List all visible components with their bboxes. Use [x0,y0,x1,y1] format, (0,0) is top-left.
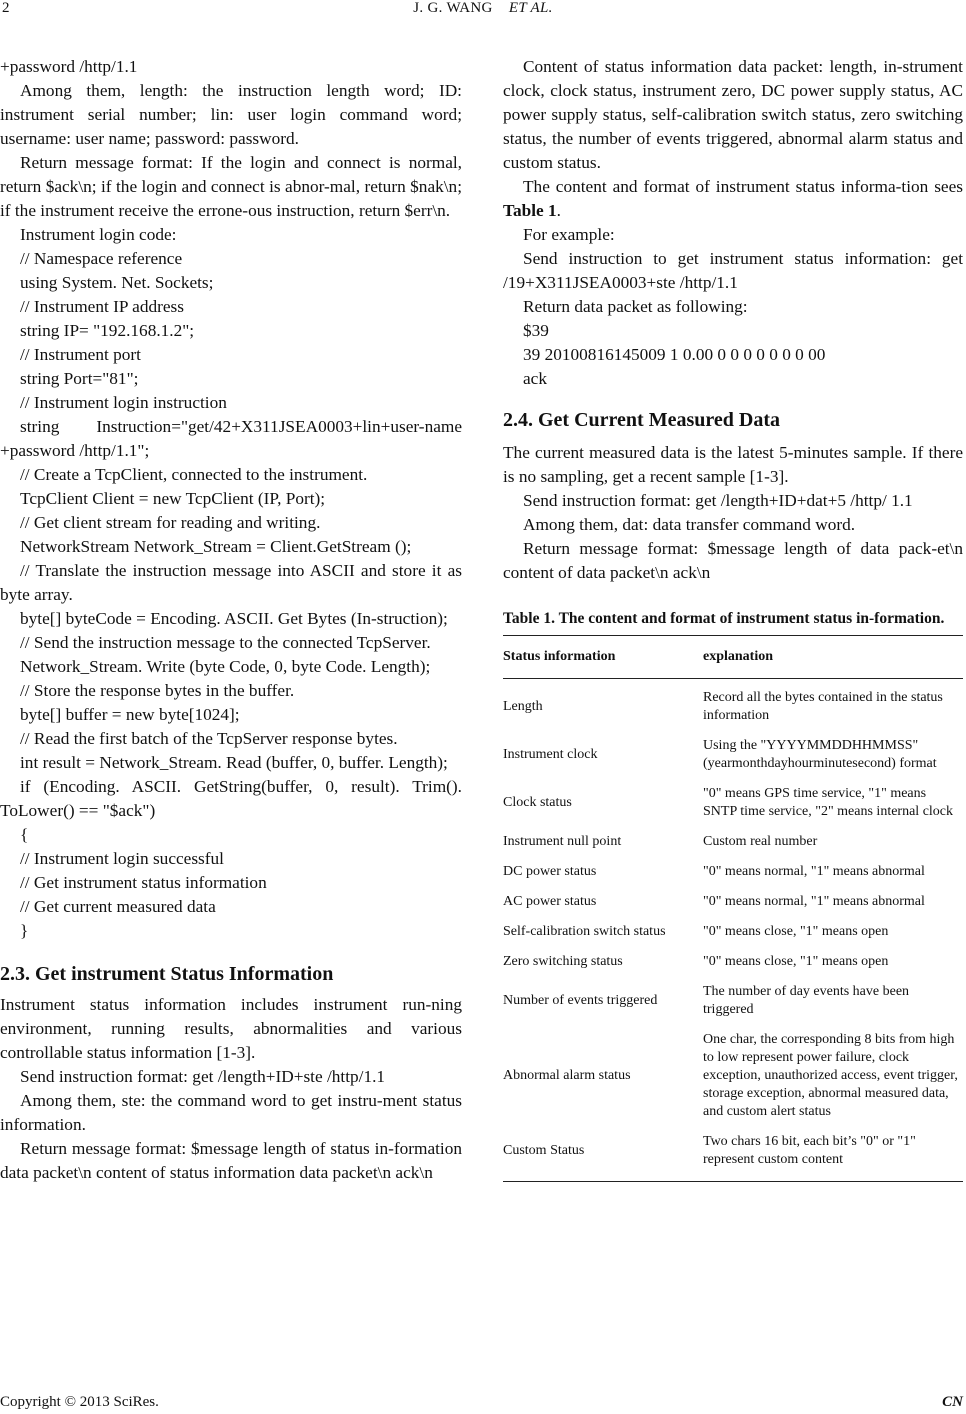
paragraph [0,463,462,487]
paragraph-text: NetworkStream Network_Stream = Client.GetStream (); [20,537,412,556]
paragraph-text: // Translate the instruction message into ASCII and store it as byte array. [0,561,462,604]
paragraph [0,631,462,655]
left-column-body [0,55,462,943]
paragraph-text: // Instrument port [20,345,141,364]
left-column [0,55,462,1185]
paragraph [0,679,462,703]
paragraph-text: string IP= "192.168.1.2"; [20,321,195,340]
table-row [503,947,963,977]
status-table-body [503,679,963,1182]
paragraph-text: string Instruction="get/42+X311JSEA0003+lin+user-name +password /http/1.1"; [0,417,462,460]
table-cell-explanation: Custom real number [703,834,818,849]
paragraph [503,319,963,343]
paragraph-text: } [20,921,29,940]
paragraph [0,751,462,775]
paragraph-text: The content and format of instrument status informa-tion sees [523,177,963,196]
paragraph-text: byte[] buffer = new byte[1024]; [20,705,240,724]
paragraph [0,223,462,247]
table-header-status: Status information [503,636,703,679]
paragraph-text: Instrument status information includes instrument run-ning environment, running results, abnormalities and various controllable status information [1-3]. [0,995,462,1062]
table-cell-explanation: Record all the bytes contained in the status information [703,690,943,723]
table-row [503,731,963,779]
section-2-3-body [0,993,462,1185]
paragraph-text: // Instrument IP address [20,297,184,316]
paragraph [503,367,963,391]
page-number: 2 [2,0,10,16]
paragraph [0,535,462,559]
paragraph [503,441,963,489]
paragraph [0,1065,462,1089]
paragraph [0,1089,462,1137]
table-row [503,1127,963,1182]
paragraph [0,271,462,295]
table-caption: Table 1. The content and format of instrument status in-formation. [503,610,945,627]
paragraph-text: using System. Net. Sockets; [20,273,214,292]
paragraph-text: { [20,825,29,844]
paragraph [0,415,462,463]
table-row [503,887,963,917]
section-heading-2-4: 2.4. Get Current Measured Data [503,409,780,431]
paragraph [0,1137,462,1185]
paragraph-text: if (Encoding. ASCII. GetString(buffer, 0, result). Trim(). ToLower() == "$ack") [0,777,462,820]
paragraph-text: string Port="81"; [20,369,139,388]
paragraph-text: Send instruction format: get /length+ID+ste /http/1.1 [20,1067,386,1086]
table-cell-status: Length [503,699,543,714]
paragraph-text: ack [523,369,547,388]
paragraph-text: Return message format: $message length of data pack-et\n content of data packet\n ack\n [503,539,963,582]
paragraph [0,247,462,271]
paragraph [503,55,963,175]
paragraph-text: int result = Network_Stream. Read (buffer, 0, buffer. Length); [20,753,448,772]
table-cell-status: Instrument null point [503,834,622,849]
paragraph-text: Send instruction format: get /length+ID+dat+5 /http/ 1.1 [523,491,913,510]
paragraph [0,343,462,367]
paragraph [0,319,462,343]
section-2-4-body [503,441,963,585]
table-cell-explanation: Using the "YYYYMMDDHHMMSS" (yearmonthdayhourminutesecond) format [703,738,937,771]
paragraph-text: The current measured data is the latest 5-minutes sample. If there is no sampling, get a recent sample [1-3]. [503,443,963,486]
paragraph [0,151,462,223]
paragraph [0,847,462,871]
paragraph-text: TcpClient Client = new TcpClient (IP, Port); [20,489,326,508]
paragraph [0,487,462,511]
table-cell-explanation: "0" means normal, "1" means abnormal [703,864,925,879]
paragraph-text: Send instruction to get instrument status information: get /19+X311JSEA0003+ste /http/1.1 [503,249,963,292]
table-reference: Table 1 [503,201,557,220]
paragraph [0,55,462,79]
paragraph-text: // Get current measured data [20,897,216,916]
table-row [503,827,963,857]
paragraph-text: // Namespace reference [20,249,183,268]
table-cell-explanation: One char, the corresponding 8 bits from high to low represent power failure, clock exception, unauthorized access, event trigger, storage exception, abnormal measured data, and custom alert status [703,1032,958,1119]
paragraph [0,895,462,919]
paragraph [0,367,462,391]
section-heading-2-3: 2.3. Get instrument Status Information [0,963,334,985]
table-cell-status: Number of events triggered [503,993,658,1008]
paragraph-text: Return data packet as following: [523,297,748,316]
paragraph-text: Among them, length: the instruction length word; ID: instrument serial number; lin: user login command word; username: user name; password: password. [0,81,462,148]
table-row [503,679,963,732]
table-cell-explanation: "0" means close, "1" means open [703,924,889,939]
paragraph [503,513,963,537]
table-row [503,779,963,827]
status-table [503,635,963,1182]
paragraph-text: // Get instrument status information [20,873,267,892]
running-head [0,0,966,17]
paragraph-text: // Get client stream for reading and writing. [20,513,321,532]
paragraph-tail: . [556,201,561,220]
paragraph [0,655,462,679]
paragraph-text: byte[] byteCode = Encoding. ASCII. Get Bytes (In-struction); [20,609,448,628]
right-column-body [503,55,963,391]
table-cell-status: AC power status [503,894,597,909]
paragraph-text: 39 20100816145009 1 0.00 0 0 0 0 0 0 0 00 [523,345,826,364]
footer-journal: CN [942,1394,963,1410]
table-cell-explanation: Two chars 16 bit, each bit’s "0" or "1" represent custom content [703,1127,963,1182]
paragraph [0,703,462,727]
paragraph [0,511,462,535]
paragraph-text: For example: [523,225,615,244]
footer-copyright: Copyright © 2013 SciRes. [0,1394,159,1410]
table-cell-explanation: "0" means normal, "1" means abnormal [703,894,925,909]
paragraph [0,993,462,1065]
paragraph [503,175,963,223]
paragraph [503,223,963,247]
table-row [503,1025,963,1127]
table-cell-status: Zero switching status [503,954,623,969]
table-row [503,917,963,947]
table-cell-explanation: The number of day events have been triggered [703,984,910,1017]
paragraph [0,823,462,847]
running-head-et-al: ET AL. [508,0,553,16]
paragraph [503,537,963,585]
running-head-author: J. G. WANG [413,0,493,16]
paragraph-text: // Read the first batch of the TcpServer response bytes. [20,729,398,748]
table-row [503,977,963,1025]
table-cell-status: DC power status [503,864,597,879]
table-header-explanation: explanation [703,636,963,679]
paragraph-text: Among them, dat: data transfer command word. [523,515,856,534]
right-column [503,55,963,1182]
paragraph [0,775,462,823]
paragraph-text: Network_Stream. Write (byte Code, 0, byte Code. Length); [20,657,431,676]
paragraph-text: Among them, ste: the command word to get instru-ment status information. [0,1091,462,1134]
paragraph-text: $39 [523,321,549,340]
paragraph [0,295,462,319]
table-cell-status: Abnormal alarm status [503,1068,631,1083]
table-header-row [503,636,963,679]
paragraph [0,919,462,943]
table-cell-status: Self-calibration switch status [503,924,666,939]
paragraph [503,489,963,513]
paragraph-text: Return message format: If the login and connect is normal, return $ack\n; if the login and connect is abnor-mal, return $nak\n; if the instrument receive the errone-ous instruction, return $err\n. [0,153,462,220]
table-cell-status: Custom Status [503,1127,703,1182]
table-cell-explanation: "0" means GPS time service, "1" means SNTP time service, "2" means internal clock [703,786,954,819]
paragraph-text: +password /http/1.1 [0,57,138,76]
paragraph [0,871,462,895]
paragraph-text: Content of status information data packet: length, in-strument clock, clock status, instrument zero, DC power supply status, AC power supply status, self-calibration switch status, zero switching status, the number of events triggered, abnormal alarm status and custom status. [503,57,963,172]
paragraph [503,295,963,319]
paragraph-text: // Create a TcpClient, connected to the instrument. [20,465,368,484]
table-cell-explanation: "0" means close, "1" means open [703,954,889,969]
table-cell-status: Instrument clock [503,747,598,762]
paragraph [0,727,462,751]
paragraph-text: // Store the response bytes in the buffer. [20,681,295,700]
paragraph [503,343,963,367]
paragraph-text: Return message format: $message length of status in-formation data packet\n content of status information data packet\n ack\n [0,1139,462,1182]
paragraph-text: // Send the instruction message to the connected TcpServer. [20,633,431,652]
paragraph [0,79,462,151]
paragraph-text: // Instrument login instruction [20,393,227,412]
paragraph-text: // Instrument login successful [20,849,224,868]
table-row [503,857,963,887]
paragraph [0,391,462,415]
table-cell-status: Clock status [503,795,572,810]
paragraph [0,559,462,607]
paragraph [0,607,462,631]
paragraph-text: Instrument login code: [20,225,177,244]
paragraph [503,247,963,295]
